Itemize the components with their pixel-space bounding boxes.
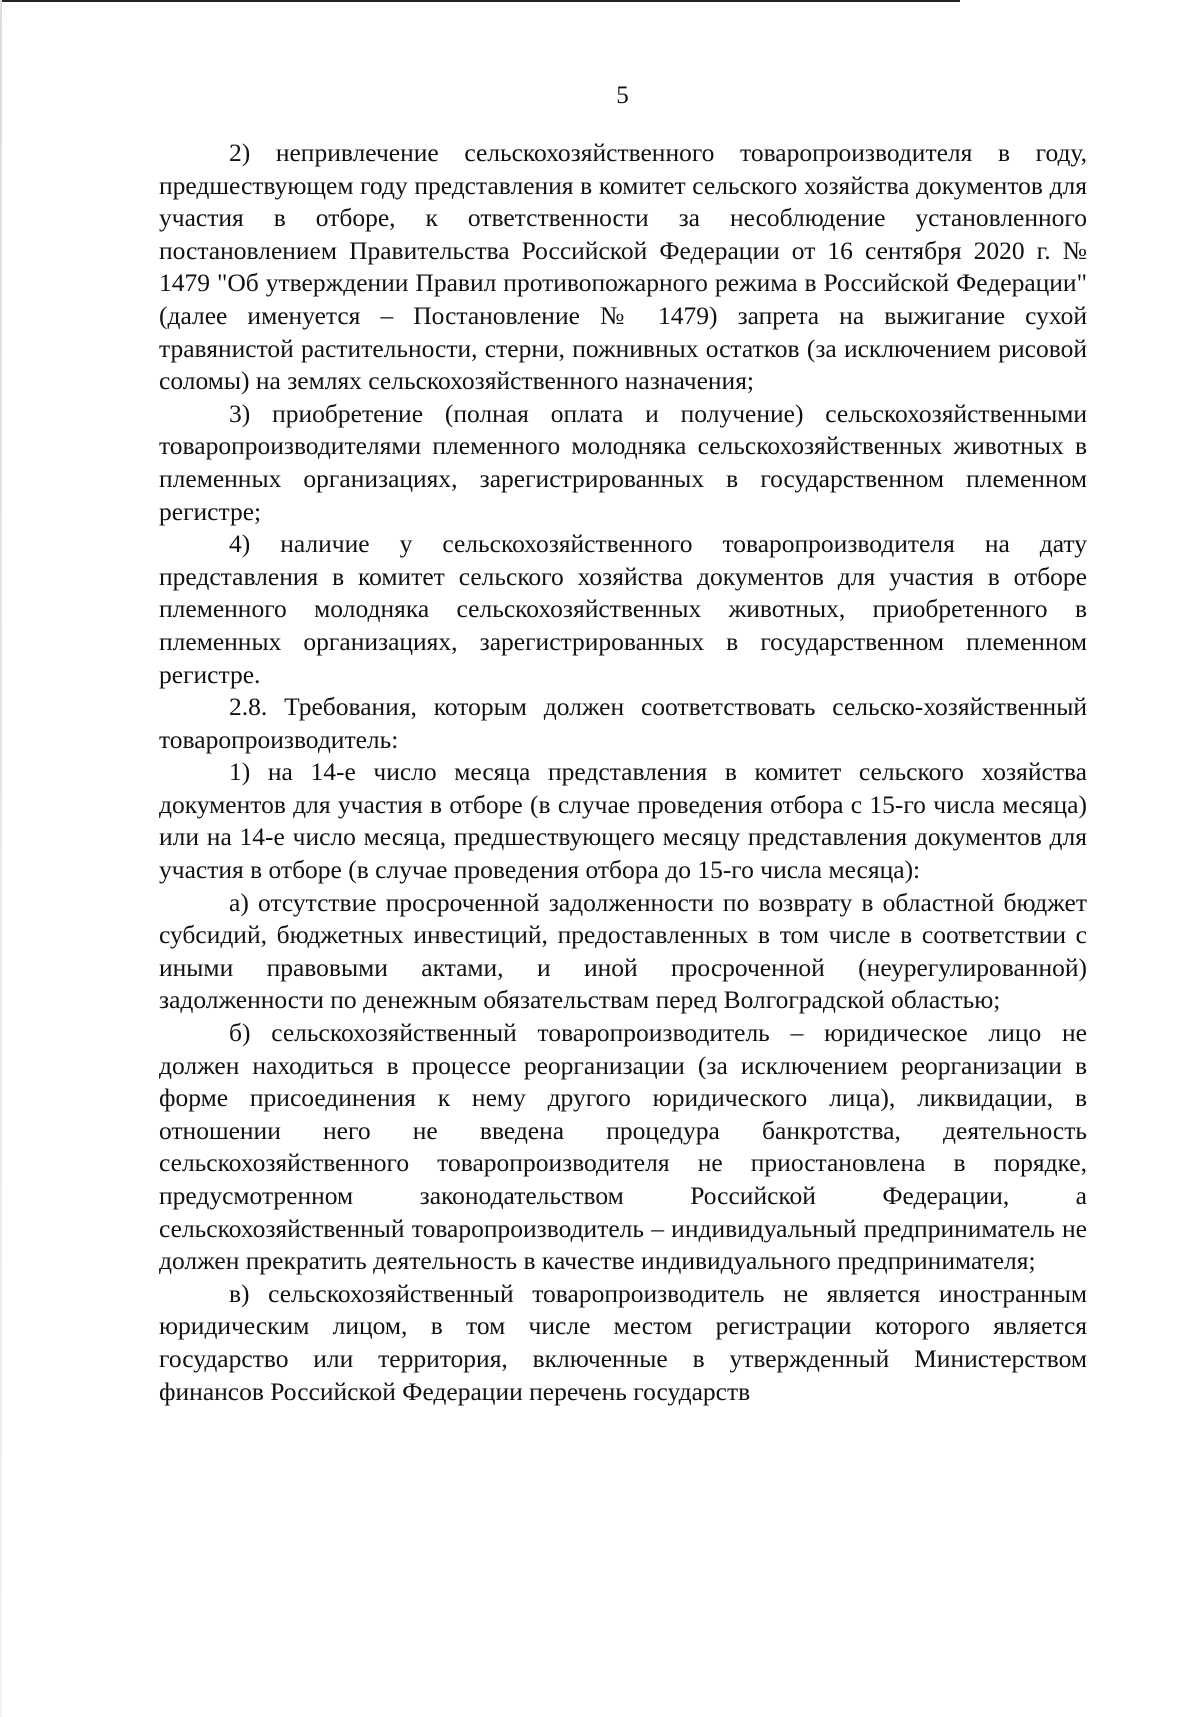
page-number: 5 xyxy=(616,82,629,109)
scan-top-border xyxy=(0,0,960,2)
paragraph-subitem-v: в) сельскохозяйственный товаропроизводитель не является иностранным юридическим лицом, в том числе местом регистрации которого является государство или территория, включенные в утвержденный Министерством финансов Российской Федерации перечень государств xyxy=(159,1278,1087,1406)
scan-left-edge xyxy=(0,0,2,1717)
paragraph-item-3: 3) приобретение (полная оплата и получение) сельскохозяйственными товаропроизводителями племенного молодняка сельскохозяйственных животных в племенных организациях, зарегистрированных в государственном племенном регистре; xyxy=(159,398,1087,526)
paragraph-subitem-b: б) сельскохозяйственный товаропроизводитель – юридическое лицо не должен находиться в процессе реорганизации (за исключением реорганизации в форме присоединения к нему другого юридического лица), ликвидации, в отношении него не введена процедура банкротства, деятельность сельскохозяйственного товаропроизводителя не приостановлена в порядке, предусмотренном законодательством Российской Федерации, а сельскохозяйственный товаропроизводитель – индивидуальный предприниматель не должен прекратить деятельность в качестве индивидуального предпринимателя; xyxy=(159,1018,1087,1276)
document-body xyxy=(159,137,1087,1408)
paragraph-section-2-8: 2.8. Требования, которым должен соответствовать сельско-хозяйственный товаропроизводитель: xyxy=(159,692,1087,754)
paragraph-subitem-a: а) отсутствие просроченной задолженности по возврату в областной бюджет субсидий, бюджетных инвестиций, предоставленных в том числе в соответствии с иными правовыми актами, и иной просроченной (неурегулированной) задолженности по денежным обязательствам перед Волгоградской областью; xyxy=(159,887,1087,1015)
paragraph-item-4: 4) наличие у сельскохозяйственного товаропроизводителя на дату представления в комитет сельского хозяйства документов для участия в отборе племенного молодняка сельскохозяйственных животных, приобретенного в племенных организациях, зарегистрированных в государственном племенном регистре. xyxy=(159,529,1087,689)
paragraph-requirement-1: 1) на 14-е число месяца представления в комитет сельского хозяйства документов для участия в отборе (в случае проведения отбора с 15-го числа месяца) или на 14-е число месяца, предшествующего месяцу представления документов для участия в отборе (в случае проведения отбора до 15-го числа месяца): xyxy=(159,757,1087,885)
paragraph-item-2: 2) непривлечение сельскохозяйственного товаропроизводителя в году, предшествующем году представления в комитет сельского хозяйства документов для участия в отборе, к ответственности за несоблюдение установленного постановлением Правительства Российской Федерации от 16 сентября 2020 г. № 1479 "Об утверждении Правил противопожарного режима в Российской Федерации" (далее именуется – Постановление № 1479) запрета на выжигание сухой травянистой растительности, стерни, пожнивных остатков (за исключением рисовой соломы) на землях сельскохозяйственного назначения; xyxy=(159,138,1087,396)
